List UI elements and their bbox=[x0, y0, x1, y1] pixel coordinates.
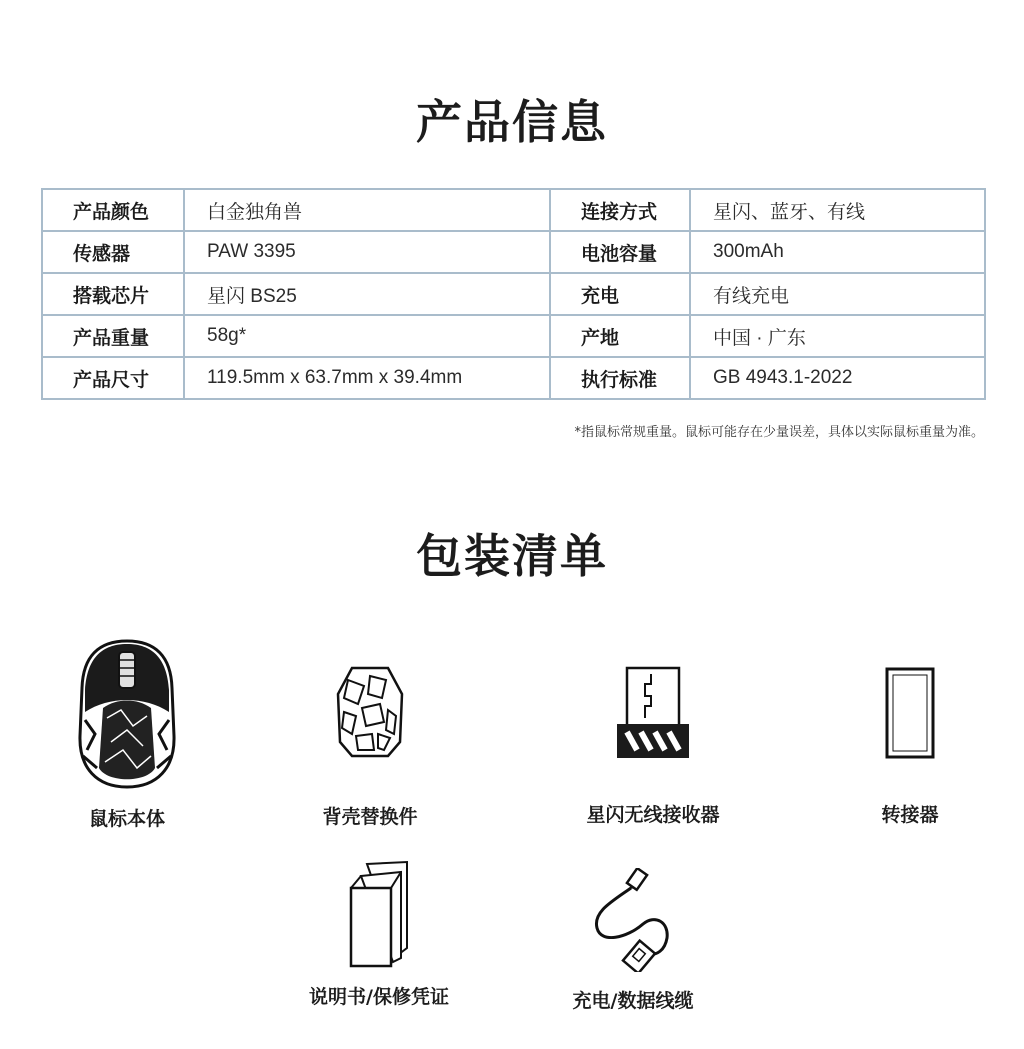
package-title: 包装清单 bbox=[416, 529, 608, 583]
spec-value: GB 4943.1-2022 bbox=[690, 357, 985, 399]
spec-key: 产品重量 bbox=[42, 315, 184, 357]
spec-row bbox=[42, 315, 985, 357]
shell-icon bbox=[334, 664, 406, 760]
package-item-label: 转接器 bbox=[881, 804, 939, 826]
package-item-label: 充电/数据线缆 bbox=[572, 990, 694, 1012]
spec-value: 有线充电 bbox=[690, 273, 985, 315]
spec-value: 中国 · 广东 bbox=[690, 315, 985, 357]
spec-value: 星闪 BS25 bbox=[184, 273, 550, 315]
package-item-label: 星闪无线接收器 bbox=[586, 804, 720, 826]
weight-footnote: *指鼠标常规重量。鼠标可能存在少量误差，具体以实际鼠标重量为准。 bbox=[574, 425, 984, 440]
spec-key: 电池容量 bbox=[550, 231, 690, 273]
spec-key: 连接方式 bbox=[550, 189, 690, 231]
spec-row bbox=[42, 273, 985, 315]
mouse-icon bbox=[77, 638, 177, 790]
package-item-adapter bbox=[810, 666, 1010, 827]
spec-table bbox=[41, 188, 986, 400]
spec-value: 119.5mm x 63.7mm x 39.4mm bbox=[184, 357, 550, 399]
spec-value: 58g* bbox=[184, 315, 550, 357]
package-item-cable bbox=[533, 868, 733, 1013]
spec-value: 300mAh bbox=[690, 231, 985, 273]
manual-icon bbox=[347, 858, 411, 968]
spec-value: PAW 3395 bbox=[184, 231, 550, 273]
spec-key: 传感器 bbox=[42, 231, 184, 273]
spec-key: 产品尺寸 bbox=[42, 357, 184, 399]
adapter-icon bbox=[884, 666, 936, 760]
spec-key: 执行标准 bbox=[550, 357, 690, 399]
spec-row bbox=[42, 231, 985, 273]
spec-row bbox=[42, 357, 985, 399]
package-item-manual bbox=[279, 858, 479, 1009]
spec-value: 星闪、蓝牙、有线 bbox=[690, 189, 985, 231]
spec-key: 产地 bbox=[550, 315, 690, 357]
package-item-receiver bbox=[553, 666, 753, 827]
package-item-shell bbox=[270, 664, 470, 829]
cable-icon bbox=[591, 868, 675, 972]
package-item-label: 鼠标本体 bbox=[88, 808, 165, 830]
package-item-label: 说明书/保修凭证 bbox=[309, 986, 449, 1008]
spec-key: 产品颜色 bbox=[42, 189, 184, 231]
spec-key: 充电 bbox=[550, 273, 690, 315]
product-info-title: 产品信息 bbox=[416, 95, 608, 149]
package-item-mouse bbox=[27, 638, 227, 831]
spec-key: 搭载芯片 bbox=[42, 273, 184, 315]
spec-value: 白金独角兽 bbox=[184, 189, 550, 231]
receiver-icon bbox=[615, 666, 691, 760]
spec-row bbox=[42, 189, 985, 231]
package-item-label: 背壳替换件 bbox=[322, 806, 418, 828]
